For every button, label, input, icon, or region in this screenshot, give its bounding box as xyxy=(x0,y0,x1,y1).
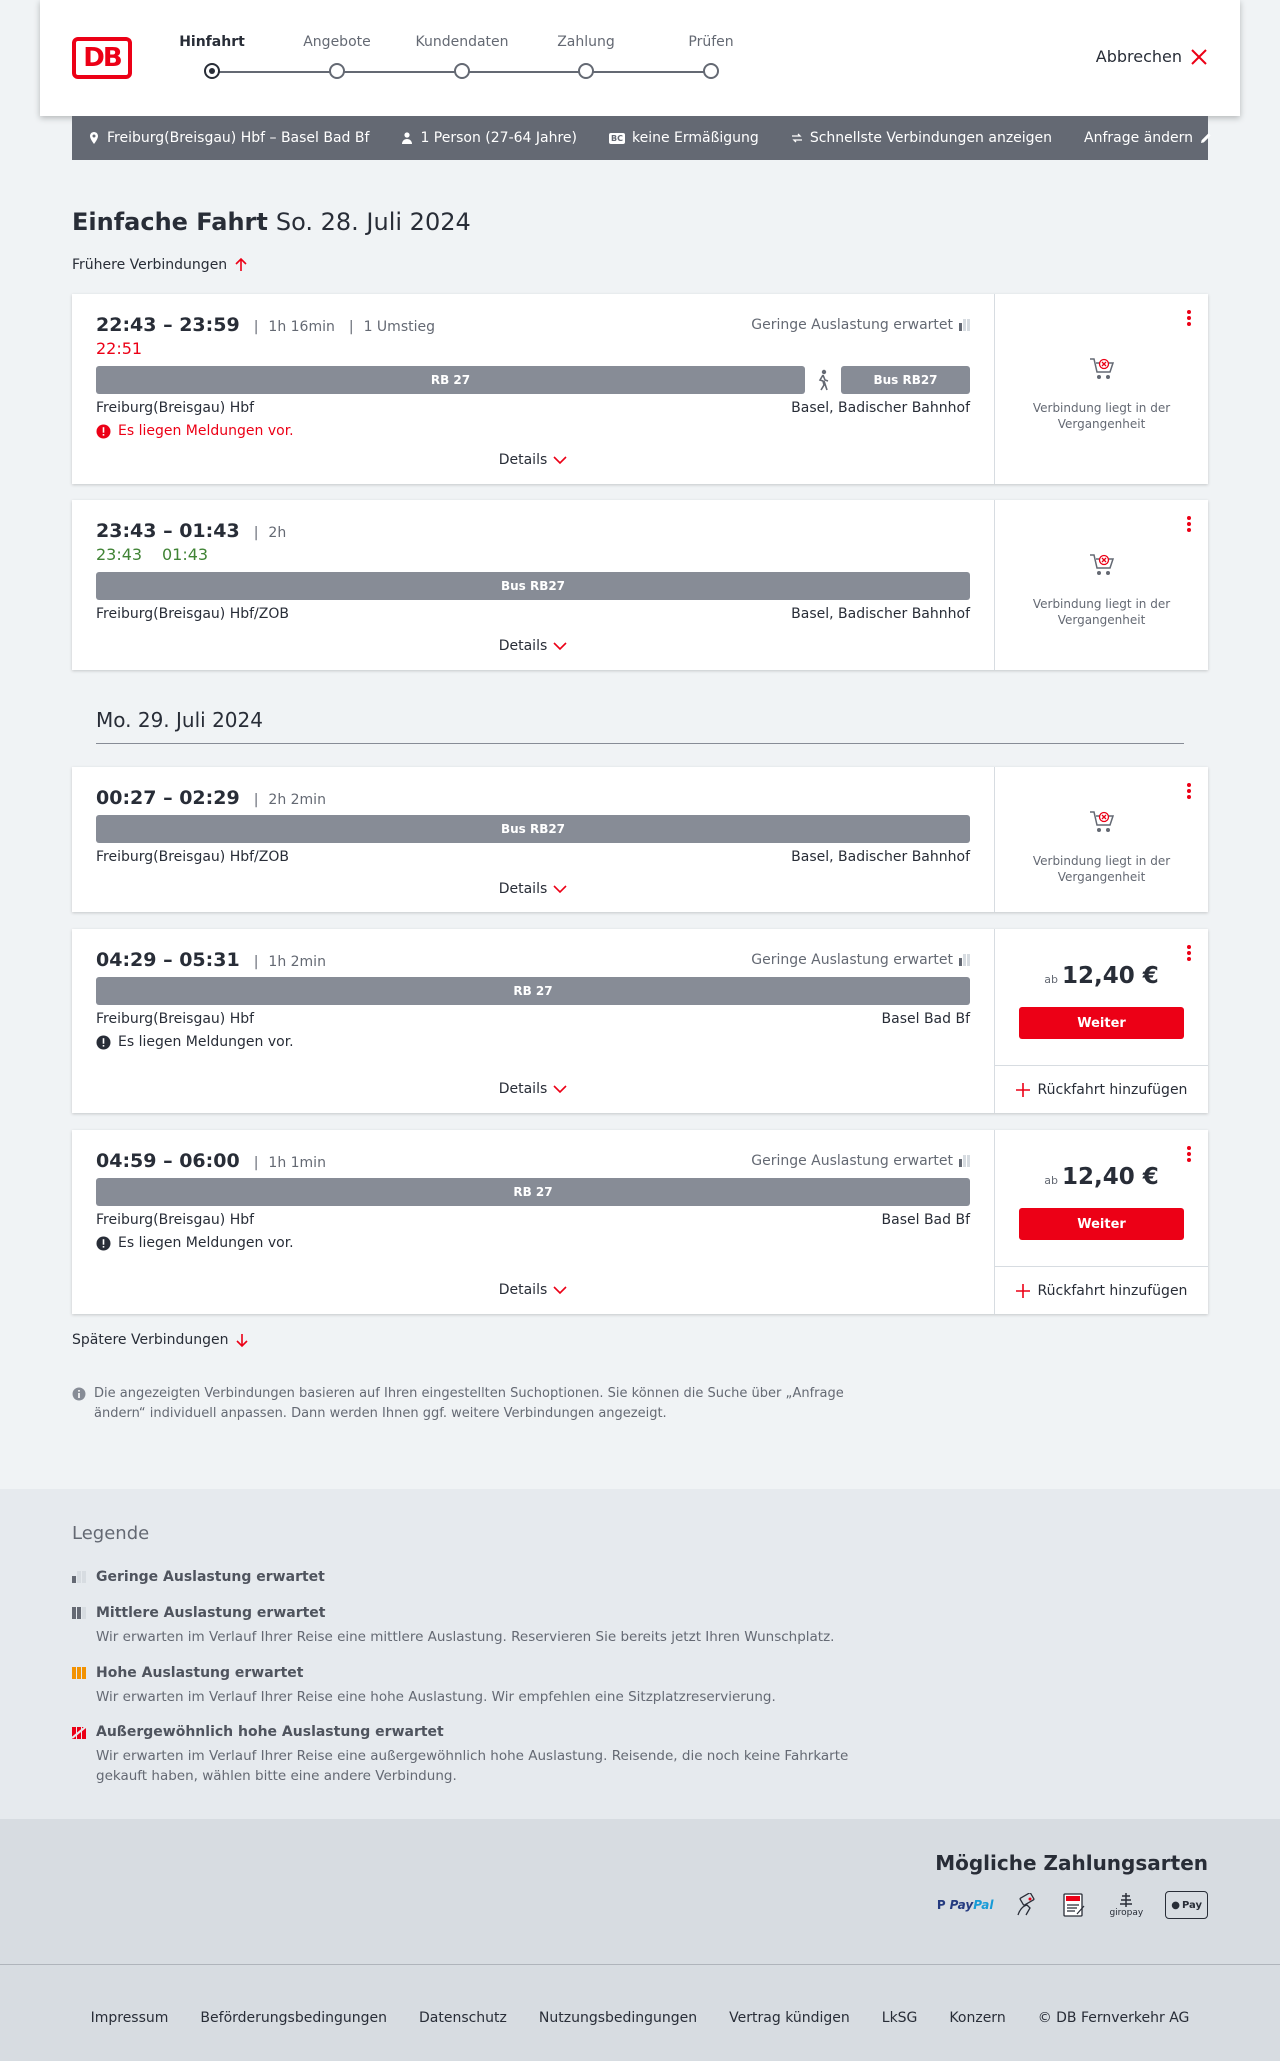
connection-main xyxy=(72,500,994,670)
leg-bar-rb27[interactable]: RB 27 xyxy=(96,1178,970,1206)
chevron-down-icon xyxy=(553,641,567,651)
details-label: Details xyxy=(498,452,548,468)
occupancy-low-icon xyxy=(959,954,970,966)
step-label: Zahlung xyxy=(557,34,615,50)
header xyxy=(40,0,1240,116)
plus-icon xyxy=(1016,1284,1030,1298)
trip-type: Einfache Fahrt xyxy=(72,208,268,236)
step-dot-current xyxy=(204,63,220,79)
price-value: 12,40 € xyxy=(1061,963,1159,989)
details-toggle[interactable] xyxy=(72,1081,994,1097)
leg-bar-bus[interactable]: Bus RB27 xyxy=(841,366,970,394)
walking-transfer xyxy=(813,366,833,394)
footer-link-datenschutz[interactable]: Datenschutz xyxy=(418,2010,507,2026)
duration: 1h 16min xyxy=(268,319,335,335)
info-text: Die angezeigten Verbindungen basieren auf Ihren eingestellten Suchoptionen. Sie können die Suche über „Anfrage ändern“ individuell anpassen. Dann werden Ihnen ggf. weitere Verbindungen angezeigt. xyxy=(94,1386,844,1421)
realtime-arrival: 01:43 xyxy=(162,545,209,564)
details-label: Details xyxy=(498,881,548,897)
messages-notice[interactable] xyxy=(96,1034,294,1050)
connection-times: 23:43 – 01:43 | 2h xyxy=(96,520,287,542)
connection-times: 04:29 – 05:31 | 1h 2min xyxy=(96,949,326,971)
connection-main xyxy=(72,767,994,912)
departure-arrival: 23:43 – 01:43 xyxy=(96,520,240,542)
alert-icon xyxy=(96,424,111,439)
sepa-invoice-icon xyxy=(1061,1891,1087,1919)
destination-station: Basel, Badischer Bahnhof xyxy=(791,606,970,622)
occupancy-low-icon xyxy=(959,1155,970,1167)
destination-station: Basel Bad Bf xyxy=(881,1011,970,1027)
step-kundendaten[interactable] xyxy=(407,34,517,79)
legend-item-low xyxy=(72,1569,872,1585)
details-toggle[interactable] xyxy=(72,1282,994,1298)
connection-times: 22:43 – 23:59 | 1h 16min | 1 Umstieg xyxy=(96,314,435,336)
more-options-icon[interactable] xyxy=(1186,1144,1192,1164)
departure-arrival: 04:59 – 06:00 xyxy=(96,1150,240,1172)
travellers-text: 1 Person (27-64 Jahre) xyxy=(420,130,577,146)
past-connection-text: Verbindung liegt in der Vergangenheit xyxy=(1032,597,1171,627)
messages-text: Es liegen Meldungen vor. xyxy=(118,1034,294,1050)
price-value: 12,40 € xyxy=(1061,1164,1159,1190)
travel-date: So. 28. Juli 2024 xyxy=(275,208,471,236)
step-label: Angebote xyxy=(303,34,371,50)
footer-copyright: © DB Fernverkehr AG xyxy=(1037,2010,1190,2026)
step-hinfahrt[interactable] xyxy=(157,34,267,79)
past-connection-text: Verbindung liegt in der Vergangenheit xyxy=(1032,401,1171,431)
destination-station: Basel Bad Bf xyxy=(881,1212,970,1228)
credit-card-icon xyxy=(1015,1891,1039,1919)
occupancy-info xyxy=(751,317,970,333)
origin-station: Freiburg(Breisgau) Hbf xyxy=(96,400,255,416)
fastest-text: Schnellste Verbindungen anzeigen xyxy=(809,130,1053,146)
legend-title: Legende xyxy=(72,1523,150,1544)
footer-link-konzern[interactable]: Konzern xyxy=(949,2010,1006,2026)
destination-station: Basel, Badischer Bahnhof xyxy=(791,400,970,416)
legend-item-title: Hohe Auslastung erwartet xyxy=(96,1665,304,1681)
chevron-down-icon xyxy=(553,455,567,465)
connection-main xyxy=(72,1130,994,1314)
route-summary[interactable] xyxy=(88,130,369,146)
later-connections-link[interactable] xyxy=(72,1332,250,1348)
search-info-note xyxy=(72,1384,852,1424)
step-label: Kundendaten xyxy=(415,34,509,50)
fastest-connections-option[interactable] xyxy=(791,130,1052,146)
step-dot xyxy=(329,63,345,79)
change-request-label: Anfrage ändern xyxy=(1084,130,1194,146)
chevron-down-icon xyxy=(553,1084,567,1094)
legend-item-desc: Wir erwarten im Verlauf Ihrer Reise eine außergewöhnlich hohe Auslastung. Reisende, die noch keine Fahrkarte gekauft haben, wählen bitte eine andere Verbindung. xyxy=(96,1748,849,1784)
details-toggle[interactable] xyxy=(72,452,994,468)
location-pin-icon xyxy=(88,132,100,144)
arrow-up-icon xyxy=(233,257,249,273)
offer-panel xyxy=(994,767,1208,912)
leg-bar-bus[interactable]: Bus RB27 xyxy=(96,572,970,600)
messages-text: Es liegen Meldungen vor. xyxy=(118,1235,294,1251)
cancel-label: Abbrechen xyxy=(1095,47,1182,66)
price xyxy=(995,963,1208,989)
info-icon xyxy=(72,1387,86,1401)
search-summary-bar xyxy=(72,116,1208,160)
legend-item-desc: Wir erwarten im Verlauf Ihrer Reise eine mittlere Auslastung. Reservieren Sie bereits jetzt Ihren Wunschplatz. xyxy=(96,1629,835,1645)
duration: 1h 1min xyxy=(268,1155,326,1171)
paypal-icon: P Pay Pal xyxy=(936,1898,994,1912)
connection-card[interactable] xyxy=(72,500,1208,670)
discount-summary[interactable] xyxy=(609,130,759,146)
more-options-icon[interactable] xyxy=(1186,514,1192,534)
occupancy-label: Geringe Auslastung erwartet xyxy=(751,952,953,968)
occupancy-label: Geringe Auslastung erwartet xyxy=(751,317,953,333)
step-dot xyxy=(578,63,594,79)
connection-main xyxy=(72,294,994,484)
giropay-icon: giropay xyxy=(1109,1891,1143,1919)
connection-card[interactable] xyxy=(72,929,1208,1113)
step-label: Prüfen xyxy=(688,34,734,50)
footer xyxy=(0,1964,1280,2061)
more-options-icon[interactable] xyxy=(1186,308,1192,328)
person-icon xyxy=(401,132,413,144)
offer-panel xyxy=(994,929,1208,1113)
legend-item-medium xyxy=(72,1605,872,1647)
connection-card[interactable] xyxy=(72,1130,1208,1314)
footer-link-befoerderungsbedingungen[interactable]: Beförderungsbedingungen xyxy=(200,2010,387,2026)
earlier-label: Frühere Verbindungen xyxy=(72,257,228,273)
legend-item-title: Mittlere Auslastung erwartet xyxy=(96,1605,326,1621)
transfers: 1 Umstieg xyxy=(363,319,435,335)
connection-card[interactable] xyxy=(72,294,1208,484)
departure-arrival: 22:43 – 23:59 xyxy=(96,314,240,336)
occupancy-exceptional-icon xyxy=(72,1725,88,1739)
arrow-down-icon xyxy=(234,1332,250,1348)
db-logo[interactable]: DB xyxy=(72,37,132,79)
footer-link-lksg[interactable]: LkSG xyxy=(881,2010,918,2026)
legend-item-title: Außergewöhnlich hohe Auslastung erwartet xyxy=(96,1724,444,1740)
later-label: Spätere Verbindungen xyxy=(72,1332,229,1348)
connection-main xyxy=(72,929,994,1113)
messages-notice[interactable] xyxy=(96,423,294,439)
duration: 1h 2min xyxy=(268,954,326,970)
route-text: Freiburg(Breisgau) Hbf – Basel Bad Bf xyxy=(107,130,370,146)
occupancy-low-icon xyxy=(959,319,970,331)
alert-icon xyxy=(96,1035,111,1050)
price-prefix: ab xyxy=(1044,973,1058,986)
progress-steps xyxy=(179,34,742,84)
add-return-label: Rückfahrt hinzufügen xyxy=(1037,1282,1188,1299)
past-connection-text: Verbindung liegt in der Vergangenheit xyxy=(1032,854,1171,884)
add-return-label: Rückfahrt hinzufügen xyxy=(1037,1081,1188,1098)
occupancy-medium-icon xyxy=(72,1607,88,1619)
weiter-button[interactable]: Weiter xyxy=(1019,1007,1184,1039)
travellers-summary[interactable] xyxy=(401,130,577,146)
step-pruefen[interactable] xyxy=(656,34,766,79)
close-icon xyxy=(1190,48,1208,66)
payment-methods-section xyxy=(0,1819,1280,1964)
details-toggle[interactable] xyxy=(72,638,994,654)
price xyxy=(995,1164,1208,1190)
connection-times: 00:27 – 02:29 | 2h 2min xyxy=(96,787,326,809)
details-label: Details xyxy=(498,638,548,654)
swap-arrows-icon xyxy=(791,132,803,144)
payment-icons xyxy=(937,1891,1208,1919)
origin-station: Freiburg(Breisgau) Hbf/ZOB xyxy=(96,849,289,865)
offer-panel xyxy=(994,294,1208,484)
leg-bar-rb27[interactable]: RB 27 xyxy=(96,977,970,1005)
origin-station: Freiburg(Breisgau) Hbf xyxy=(96,1212,255,1228)
legend-section xyxy=(0,1489,1280,1819)
day-separator: Mo. 29. Juli 2024 xyxy=(96,708,1184,744)
legend-item-desc: Wir erwarten im Verlauf Ihrer Reise eine hohe Auslastung. Wir empfehlen eine Sitzplatzreservierung. xyxy=(96,1689,776,1705)
step-zahlung[interactable] xyxy=(531,34,641,79)
realtime-departure: 22:51 xyxy=(96,339,143,358)
pencil-icon xyxy=(1200,132,1212,144)
cart-unavailable-icon xyxy=(1088,550,1116,578)
occupancy-label: Geringe Auslastung erwartet xyxy=(751,1153,953,1169)
add-return-button[interactable] xyxy=(995,1065,1208,1113)
duration: 2h 2min xyxy=(268,792,326,808)
more-options-icon[interactable] xyxy=(1186,943,1192,963)
offer-panel xyxy=(994,500,1208,670)
change-request-button[interactable] xyxy=(1084,130,1212,146)
apple-pay-icon: ● Pay xyxy=(1165,1891,1208,1919)
origin-station: Freiburg(Breisgau) Hbf xyxy=(96,1011,255,1027)
messages-text: Es liegen Meldungen vor. xyxy=(118,423,294,439)
chevron-down-icon xyxy=(553,884,567,894)
payment-title: Mögliche Zahlungsarten xyxy=(935,1851,1208,1875)
step-dot xyxy=(454,63,470,79)
legend-item-exceptional xyxy=(72,1724,872,1786)
occupancy-low-icon xyxy=(72,1571,88,1583)
discount-text: keine Ermäßigung xyxy=(631,130,759,146)
footer-link-nutzungsbedingungen[interactable]: Nutzungsbedingungen xyxy=(538,2010,698,2026)
occupancy-info xyxy=(751,952,970,968)
duration: 2h xyxy=(268,525,287,541)
departure-arrival: 00:27 – 02:29 xyxy=(96,787,240,809)
connection-times: 04:59 – 06:00 | 1h 1min xyxy=(96,1150,326,1172)
origin-station: Freiburg(Breisgau) Hbf/ZOB xyxy=(96,606,289,622)
footer-links xyxy=(0,2010,1280,2026)
earlier-connections-link[interactable] xyxy=(72,257,249,273)
leg-bar-rb27[interactable]: RB 27 xyxy=(96,366,805,394)
realtime-departure: 23:43 xyxy=(96,545,143,564)
weiter-button[interactable]: Weiter xyxy=(1019,1208,1184,1240)
alert-icon xyxy=(96,1236,111,1251)
destination-station: Basel, Badischer Bahnhof xyxy=(791,849,970,865)
occupancy-info xyxy=(751,1153,970,1169)
bahncard-icon: BC xyxy=(611,133,623,143)
cancel-button[interactable] xyxy=(1096,47,1208,66)
legend-item-title: Geringe Auslastung erwartet xyxy=(96,1569,325,1585)
plus-icon xyxy=(1016,1083,1030,1097)
occupancy-high-icon xyxy=(72,1667,88,1679)
step-label: Hinfahrt xyxy=(179,34,245,50)
offer-panel xyxy=(994,1130,1208,1314)
step-angebote[interactable] xyxy=(282,34,392,79)
messages-notice[interactable] xyxy=(96,1235,294,1251)
price-prefix: ab xyxy=(1044,1174,1058,1187)
cart-unavailable-icon xyxy=(1088,354,1116,382)
more-options-icon[interactable] xyxy=(1186,781,1192,801)
add-return-button[interactable] xyxy=(995,1266,1208,1314)
leg-bar-bus[interactable]: Bus RB27 xyxy=(96,815,970,843)
details-label: Details xyxy=(498,1081,548,1097)
walking-person-icon xyxy=(815,369,831,391)
footer-link-vertrag-kuendigen[interactable]: Vertrag kündigen xyxy=(729,2010,850,2026)
step-dot xyxy=(703,63,719,79)
details-label: Details xyxy=(498,1282,548,1298)
details-toggle[interactable] xyxy=(72,881,994,897)
page-title xyxy=(72,208,471,236)
cart-unavailable-icon xyxy=(1088,807,1116,835)
legend-item-high xyxy=(72,1665,872,1707)
connection-card[interactable] xyxy=(72,767,1208,912)
departure-arrival: 04:29 – 05:31 xyxy=(96,949,240,971)
footer-link-impressum[interactable]: Impressum xyxy=(90,2010,169,2026)
chevron-down-icon xyxy=(553,1285,567,1295)
